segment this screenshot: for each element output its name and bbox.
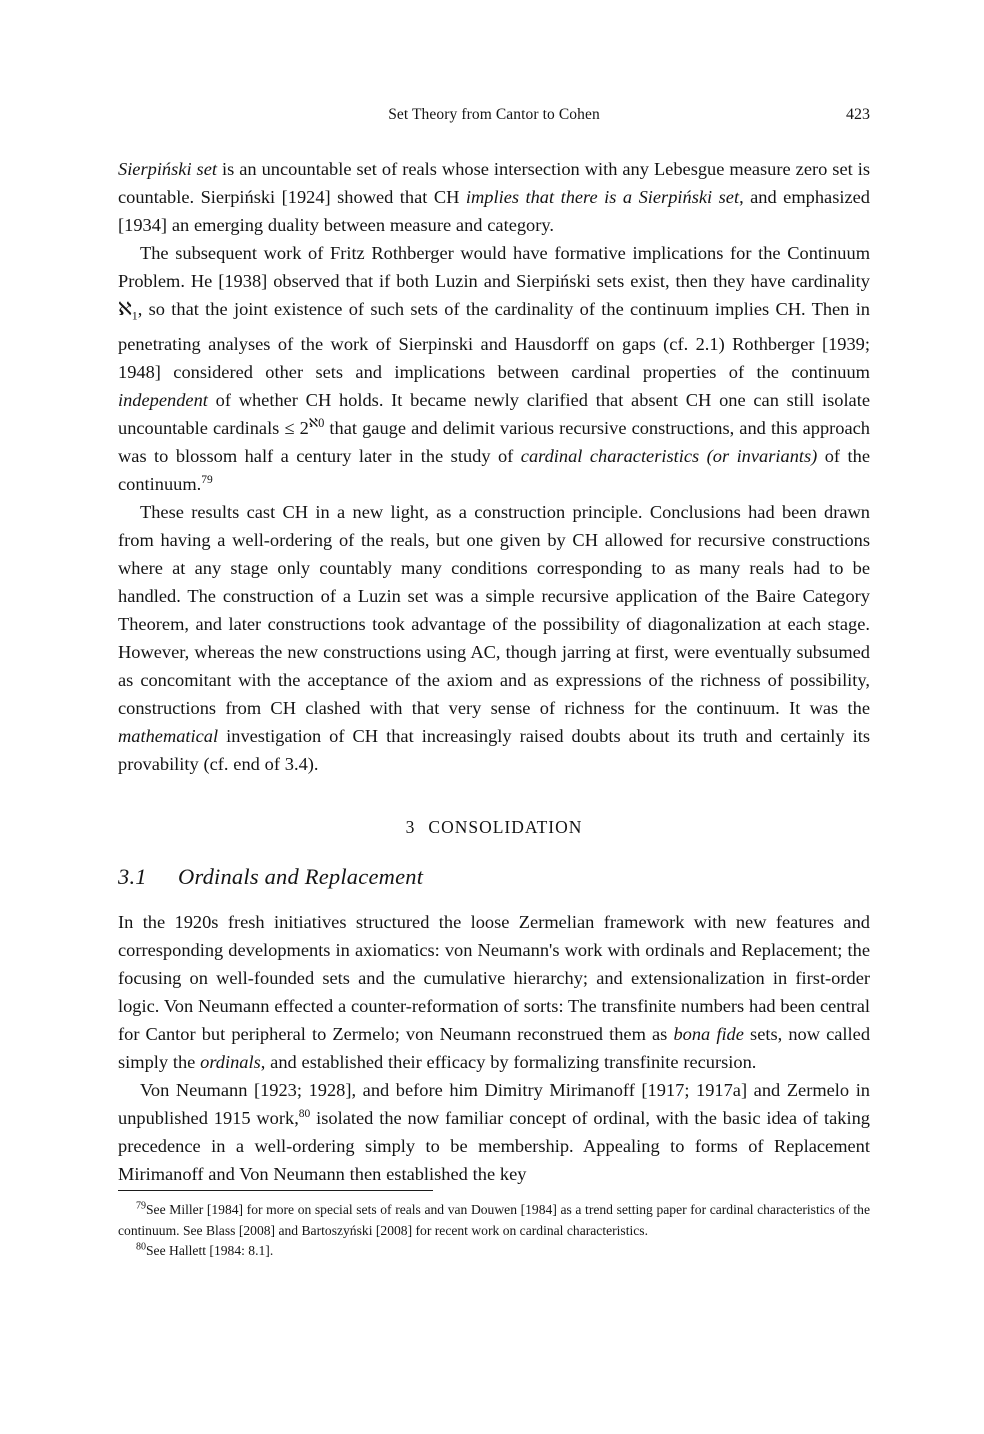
run-italic: Sierpiński set — [118, 159, 217, 179]
run-roman: of the continuum. — [118, 445, 870, 494]
section-number: 3 — [405, 817, 415, 837]
run-roman: sets, now called simply the — [118, 1024, 871, 1072]
run-roman: investigation of CH that increasingly raised doubts about its truth and certainly its provability (cf. end of 3.4). — [118, 725, 870, 774]
aleph-subscript: 1 — [131, 308, 138, 323]
footnote-text: See Miller [1984] for more on special sets of reals and van Douwen [1984] as a trend setting paper for cardinal characteristics of the continuum. See Blass [2008] and Bartoszyński [2008] for recent work on cardinal characteristics. — [118, 1202, 870, 1238]
page-number: 423 — [846, 106, 870, 123]
footnote-area — [118, 1190, 870, 1262]
run-roman: of whether CH holds. It became newly clarified that absent CH one can still isolate uncountable cardinals ≤ 2 — [118, 389, 870, 438]
run-italic: mathematical — [118, 725, 219, 746]
paragraph-these-results — [118, 498, 870, 778]
run-roman: is an uncountable set of reals whose intersection with any Lebesgue measure zero set is countable. Sierpiński [1924] showed that CH — [118, 159, 870, 207]
run-italic: independent — [118, 389, 208, 410]
run-roman: These results cast CH in a new light, as a construction principle. Conclusions had been drawn from having a well-ordering of the reals, but one given by CH allowed for recursive constructions where at any stage only countably many conditions corresponding to as many reals had to be handled. The construction of a Luzin set was a simple recursive application of the Baire Category Theorem, and later constructions took advantage of the possibility of diagonalization at each stage. However, whereas the new constructions using AC, though jarring at first, were eventually subsumed as concomitant with the acceptance of the axiom and as expressions of the richness of possibility, constructions from CH clashed with that very sense of richness for the continuum. It was the — [118, 501, 870, 718]
body-text-upper — [118, 155, 870, 778]
run-italic: cardinal characteristics (or invariants) — [520, 445, 818, 466]
run-roman: , and emphasized [1934] an emerging duality between measure and category. — [118, 187, 870, 235]
running-head-title: Set Theory from Cantor to Cohen — [388, 106, 600, 123]
subsection-heading — [118, 862, 870, 892]
paragraph-sierpinski-set — [118, 155, 870, 239]
footnote-number-80: 80 — [136, 1241, 146, 1253]
section-title: CONSOLIDATION — [428, 817, 583, 837]
subsection-title: Ordinals and Replacement — [178, 864, 424, 889]
paragraph-1920s — [118, 908, 870, 1076]
run-roman: Von Neumann [1923; 1928], and before him Dimitry Mirimanoff [1917; 1917a] and Zermelo in unpublished 1915 work, — [118, 1080, 870, 1128]
section-heading — [118, 814, 870, 840]
footnote-entry-80 — [118, 1241, 870, 1262]
run-italic: bona fide — [673, 1024, 744, 1044]
subsection-number: 3.1 — [118, 864, 147, 889]
footnote-marker-80[interactable]: 80 — [298, 1107, 311, 1120]
run-roman: , and established their efficacy by formalizing transfinite recursion. — [260, 1052, 757, 1072]
footnote-separator-rule — [118, 1190, 433, 1191]
run-roman: In the 1920s fresh initiatives structured the loose Zermelian framework with new features and corresponding developments in axiomatics: von Neumann's work with ordinals and Replacement; the focusing on well-founded sets and the cumulative hierarchy; and extensionalization in first-order logic. Von Neumann effected a counter-reformation of sorts: The transfinite numbers had been central for Cantor but peripheral to Zermelo; von Neumann reconstrued them as — [118, 912, 870, 1044]
run-roman: , so that the joint existence of such sets of the cardinality of the continuum implies CH. Then in penetrating analyses of the work of Sierpinski and Hausdorff on gaps (cf. 2.1) Rothberger [1939; 1948] considered other sets and implications between cardinal properties of the continuum — [118, 299, 870, 382]
footnote-number-79: 79 — [136, 1200, 146, 1212]
paragraph-rothberger — [118, 239, 870, 498]
run-italic: implies that there is a Sierpiński set — [465, 187, 740, 207]
body-text-lower — [118, 908, 870, 1188]
run-roman: isolated the now familiar concept of ordinal, with the basic idea of taking precedence in a well-ordering simply to be membership. Appealing to forms of Replacement Mirimanoff and Von Neumann then established the key — [118, 1108, 870, 1184]
run-italic: ordinals — [200, 1052, 261, 1072]
run-roman: that gauge and delimit various recursive constructions, and this approach was to blossom half a century later in the study of — [118, 417, 870, 466]
footnote-marker-79[interactable]: 79 — [201, 473, 213, 486]
footnote-entry-79 — [118, 1200, 870, 1241]
footnote-text: See Hallett [1984: 8.1]. — [146, 1243, 274, 1258]
running-head — [118, 104, 870, 126]
run-roman: The subsequent work of Fritz Rothberger would have formative implications for the Continuum Problem. He [1938] observed that if both Luzin and Sierpiński sets exist, then they have cardinality — [118, 243, 870, 291]
paragraph-von-neumann — [118, 1076, 870, 1188]
aleph-symbol: ℵ — [118, 299, 132, 319]
two-to-aleph-naught-exponent: ℵ0 — [308, 415, 325, 430]
